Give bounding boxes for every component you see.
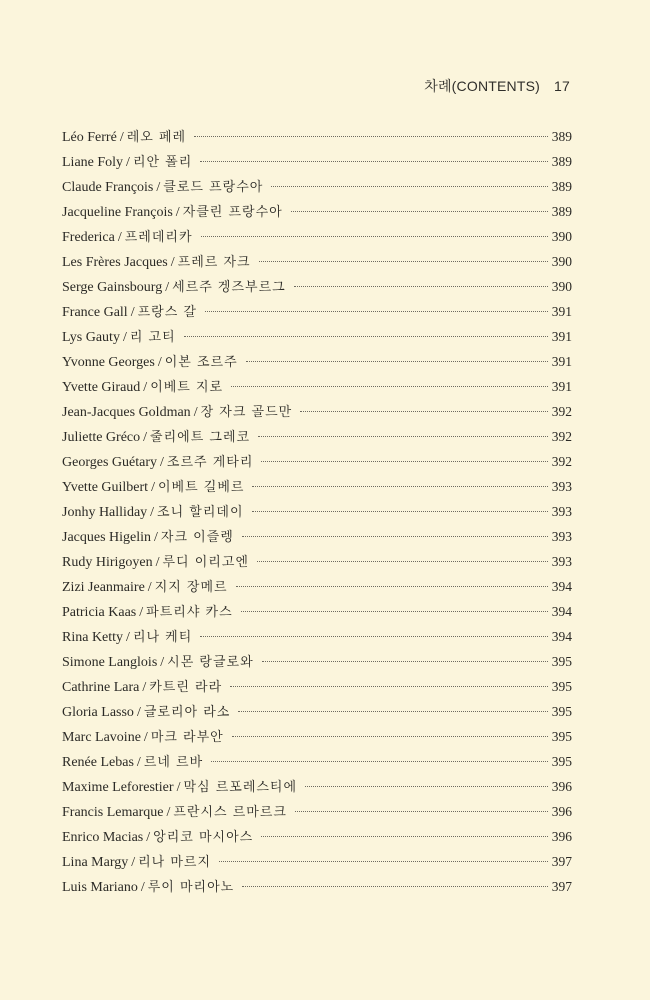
entry-korean-name: 자크 이즐렝 bbox=[160, 530, 234, 545]
entry-separator: / bbox=[175, 205, 180, 220]
entry-name: Cathrine Lara bbox=[62, 680, 140, 695]
toc-entry bbox=[62, 624, 572, 649]
entry-page-number: 394 bbox=[551, 629, 572, 644]
toc-entry bbox=[62, 174, 572, 199]
entry-page-number: 395 bbox=[551, 754, 572, 769]
entry-name: Yvette Guilbert bbox=[62, 480, 149, 495]
dot-leader bbox=[291, 211, 548, 212]
entry-korean-name: 조니 할리데이 bbox=[157, 505, 244, 520]
dot-leader bbox=[252, 511, 548, 512]
entry-separator: / bbox=[151, 480, 155, 495]
entry-separator: / bbox=[156, 180, 161, 195]
entry-korean-name: 프란시스 르마르크 bbox=[173, 805, 287, 820]
dot-leader bbox=[300, 411, 548, 412]
toc-entry bbox=[62, 474, 572, 499]
toc-entry bbox=[62, 699, 572, 724]
entry-korean-name: 카트린 라라 bbox=[149, 680, 223, 695]
dot-leader bbox=[261, 461, 547, 462]
entry-name: Jonhy Halliday bbox=[62, 505, 148, 520]
entry-korean-name: 글로리아 라소 bbox=[143, 705, 231, 720]
toc-entry bbox=[62, 574, 572, 599]
dot-leader bbox=[261, 836, 548, 837]
entry-page-number: 393 bbox=[551, 554, 572, 569]
entry-korean-name: 조르주 게타리 bbox=[166, 455, 254, 470]
toc-entry bbox=[62, 124, 572, 149]
entry-separator: / bbox=[143, 380, 148, 395]
entry-name: Georges Guétary bbox=[62, 455, 157, 470]
dot-leader bbox=[200, 161, 547, 162]
dot-leader bbox=[238, 711, 547, 712]
toc-entry bbox=[62, 874, 572, 899]
entry-separator: / bbox=[155, 555, 160, 570]
entry-korean-name: 이본 조르주 bbox=[164, 355, 238, 370]
entry-name: Patricia Kaas bbox=[62, 605, 137, 620]
entry-separator: / bbox=[139, 605, 144, 620]
dot-leader bbox=[241, 611, 548, 612]
entry-name: Liane Foly bbox=[62, 155, 124, 170]
entry-name: Juliette Gréco bbox=[62, 430, 141, 445]
entry-name: Jean-Jacques Goldman bbox=[62, 405, 191, 420]
dot-leader bbox=[294, 286, 548, 287]
entry-page-number: 394 bbox=[551, 604, 572, 619]
entry-separator: / bbox=[126, 630, 130, 645]
entry-page-number: 395 bbox=[551, 679, 572, 694]
entry-page-number: 389 bbox=[551, 179, 572, 194]
entry-name: Marc Lavoine bbox=[62, 730, 141, 745]
toc-entry bbox=[62, 499, 572, 524]
toc-entry bbox=[62, 599, 572, 624]
toc-entry bbox=[62, 799, 572, 824]
entry-korean-name: 리나 케티 bbox=[132, 630, 193, 645]
toc-entry bbox=[62, 399, 572, 424]
toc-entry bbox=[62, 149, 572, 174]
entry-page-number: 390 bbox=[551, 279, 572, 294]
dot-leader bbox=[232, 736, 548, 737]
entry-name: Yvette Giraud bbox=[62, 380, 141, 395]
contents-title: 차례(CONTENTS) bbox=[424, 78, 541, 94]
entry-name: Serge Gainsbourg bbox=[62, 280, 163, 295]
dot-leader bbox=[200, 636, 547, 637]
entry-name: France Gall bbox=[62, 305, 128, 320]
entry-separator: / bbox=[165, 280, 170, 295]
entry-page-number: 390 bbox=[551, 254, 572, 269]
entry-name: Jacques Higelin bbox=[62, 530, 152, 545]
entry-name: Francis Lemarque bbox=[62, 805, 164, 820]
entry-separator: / bbox=[142, 680, 147, 695]
entry-page-number: 394 bbox=[551, 579, 572, 594]
toc-entry bbox=[62, 524, 572, 549]
entry-korean-name: 루디 이리고엔 bbox=[162, 555, 249, 570]
entry-page-number: 391 bbox=[551, 354, 572, 369]
entry-separator: / bbox=[126, 155, 130, 170]
entry-korean-name: 리안 폴리 bbox=[132, 155, 193, 170]
entry-korean-name: 앙리코 마시아스 bbox=[153, 830, 254, 845]
entry-page-number: 393 bbox=[551, 529, 572, 544]
entry-page-number: 392 bbox=[551, 404, 572, 419]
entry-page-number: 393 bbox=[551, 504, 572, 519]
toc-entry bbox=[62, 824, 572, 849]
entry-korean-name: 시몬 랑글로와 bbox=[167, 655, 254, 670]
entry-korean-name: 자클린 프랑수아 bbox=[182, 205, 283, 220]
running-head bbox=[424, 76, 570, 96]
toc-entry bbox=[62, 374, 572, 399]
entry-page-number: 396 bbox=[551, 829, 572, 844]
entry-korean-name: 프랑스 갈 bbox=[137, 305, 197, 320]
entry-name: Renée Lebas bbox=[62, 755, 134, 770]
entry-korean-name: 파트리샤 카스 bbox=[146, 605, 233, 620]
entry-korean-name: 레오 페레 bbox=[126, 130, 187, 145]
entry-separator: / bbox=[140, 880, 145, 895]
entry-separator: / bbox=[143, 730, 148, 745]
entry-page-number: 395 bbox=[551, 654, 572, 669]
entry-separator: / bbox=[136, 755, 141, 770]
entry-page-number: 391 bbox=[551, 304, 572, 319]
entry-page-number: 396 bbox=[551, 779, 572, 794]
dot-leader bbox=[258, 436, 548, 437]
dot-leader bbox=[201, 236, 548, 237]
entry-separator: / bbox=[157, 355, 162, 370]
dot-leader bbox=[231, 386, 548, 387]
entry-page-number: 390 bbox=[551, 229, 572, 244]
dot-leader bbox=[295, 811, 548, 812]
toc-entry bbox=[62, 674, 572, 699]
dot-leader bbox=[242, 536, 548, 537]
entry-separator: / bbox=[117, 230, 122, 245]
entry-separator: / bbox=[131, 855, 136, 870]
toc-entry bbox=[62, 849, 572, 874]
entry-korean-name: 장 자크 골드만 bbox=[200, 405, 293, 420]
entry-name: Claude François bbox=[62, 180, 154, 195]
dot-leader bbox=[205, 311, 548, 312]
entry-page-number: 392 bbox=[551, 429, 572, 444]
page-number: 17 bbox=[554, 78, 570, 94]
entry-korean-name: 지지 장메르 bbox=[154, 580, 228, 595]
entry-separator: / bbox=[170, 255, 175, 270]
entry-name: Zizi Jeanmaire bbox=[62, 580, 145, 595]
entry-page-number: 389 bbox=[551, 154, 572, 169]
entry-korean-name: 이베트 지로 bbox=[150, 380, 224, 395]
entry-name: Yvonne Georges bbox=[62, 355, 155, 370]
entry-korean-name: 마크 라부안 bbox=[150, 730, 224, 745]
entry-separator: / bbox=[160, 655, 165, 670]
dot-leader bbox=[262, 661, 548, 662]
entry-page-number: 392 bbox=[551, 454, 572, 469]
entry-name: Maxime Leforestier bbox=[62, 780, 174, 795]
dot-leader bbox=[305, 786, 548, 787]
entry-korean-name: 세르주 겡즈부르그 bbox=[172, 280, 286, 295]
toc-entry bbox=[62, 449, 572, 474]
toc-entry bbox=[62, 224, 572, 249]
entry-korean-name: 프레데리카 bbox=[124, 230, 193, 245]
dot-leader bbox=[211, 761, 548, 762]
entry-separator: / bbox=[147, 580, 152, 595]
toc-entry bbox=[62, 749, 572, 774]
entry-name: Lina Margy bbox=[62, 855, 129, 870]
entry-korean-name: 리나 마르지 bbox=[138, 855, 212, 870]
entry-page-number: 389 bbox=[551, 204, 572, 219]
entry-name: Luis Mariano bbox=[62, 880, 138, 895]
entry-page-number: 395 bbox=[551, 729, 572, 744]
dot-leader bbox=[252, 486, 547, 487]
entry-page-number: 397 bbox=[551, 854, 572, 869]
table-of-contents bbox=[62, 124, 572, 899]
entry-name: Lys Gauty bbox=[62, 330, 120, 345]
entry-page-number: 393 bbox=[551, 479, 572, 494]
dot-leader bbox=[271, 186, 547, 187]
entry-korean-name: 리 고티 bbox=[129, 330, 176, 345]
entry-separator: / bbox=[166, 805, 171, 820]
entry-separator: / bbox=[193, 405, 198, 420]
dot-leader bbox=[242, 886, 548, 887]
toc-entry bbox=[62, 424, 572, 449]
toc-entry bbox=[62, 199, 572, 224]
entry-name: Jacqueline François bbox=[62, 205, 173, 220]
entry-separator: / bbox=[122, 330, 127, 345]
entry-separator: / bbox=[160, 455, 164, 470]
entry-korean-name: 프레르 자크 bbox=[177, 255, 251, 270]
toc-entry bbox=[62, 649, 572, 674]
dot-leader bbox=[194, 136, 548, 137]
toc-entry bbox=[62, 249, 572, 274]
entry-separator: / bbox=[146, 830, 151, 845]
dot-leader bbox=[236, 586, 548, 587]
entry-korean-name: 막심 르포레스티에 bbox=[183, 780, 298, 795]
entry-page-number: 389 bbox=[551, 129, 572, 144]
dot-leader bbox=[184, 336, 548, 337]
toc-entry bbox=[62, 549, 572, 574]
entry-page-number: 396 bbox=[551, 804, 572, 819]
entry-separator: / bbox=[176, 780, 181, 795]
entry-separator: / bbox=[150, 505, 155, 520]
entry-name: Rudy Hirigoyen bbox=[62, 555, 153, 570]
entry-separator: / bbox=[154, 530, 158, 545]
entry-separator: / bbox=[136, 705, 141, 720]
entry-korean-name: 클로드 프랑수아 bbox=[163, 180, 264, 195]
entry-name: Enrico Macias bbox=[62, 830, 144, 845]
dot-leader bbox=[259, 261, 548, 262]
toc-entry bbox=[62, 324, 572, 349]
dot-leader bbox=[246, 361, 548, 362]
entry-page-number: 391 bbox=[551, 329, 572, 344]
toc-entry bbox=[62, 349, 572, 374]
entry-korean-name: 이베트 길베르 bbox=[157, 480, 245, 495]
entry-name: Les Frères Jacques bbox=[62, 255, 168, 270]
entry-name: Rina Ketty bbox=[62, 630, 124, 645]
entry-separator: / bbox=[130, 305, 135, 320]
entry-page-number: 391 bbox=[551, 379, 572, 394]
dot-leader bbox=[219, 861, 548, 862]
entry-korean-name: 줄리에트 그레코 bbox=[150, 430, 251, 445]
entry-name: Léo Ferré bbox=[62, 130, 117, 145]
entry-page-number: 395 bbox=[551, 704, 572, 719]
toc-entry bbox=[62, 774, 572, 799]
entry-korean-name: 르네 르바 bbox=[143, 755, 204, 770]
entry-name: Frederica bbox=[62, 230, 115, 245]
entry-korean-name: 루이 마리아노 bbox=[147, 880, 235, 895]
dot-leader bbox=[257, 561, 548, 562]
toc-entry bbox=[62, 299, 572, 324]
entry-page-number: 397 bbox=[551, 879, 572, 894]
toc-entry bbox=[62, 724, 572, 749]
entry-name: Gloria Lasso bbox=[62, 705, 134, 720]
toc-entry bbox=[62, 274, 572, 299]
entry-separator: / bbox=[119, 130, 124, 145]
entry-separator: / bbox=[143, 430, 148, 445]
entry-name: Simone Langlois bbox=[62, 655, 158, 670]
dot-leader bbox=[230, 686, 548, 687]
